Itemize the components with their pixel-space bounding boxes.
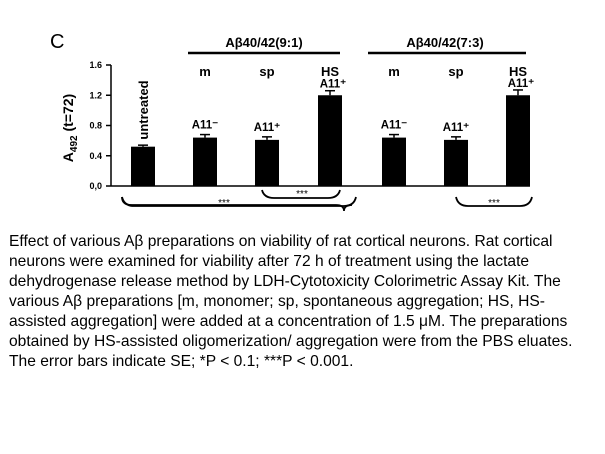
y-tick-label: 0.4 xyxy=(89,150,102,161)
y-tick-label: 0,0 xyxy=(89,181,102,191)
a11-label: A11⁻ xyxy=(380,119,408,132)
category-label: sp xyxy=(259,64,275,79)
y-axis-label-rest: (t=72) xyxy=(60,93,76,136)
y-tick-label: 1.2 xyxy=(89,90,102,101)
y-ticks xyxy=(89,60,111,191)
bracket-long xyxy=(122,197,352,211)
bar xyxy=(255,140,279,186)
category-label: sp xyxy=(448,64,464,79)
a11-label: A11⁺ xyxy=(319,78,347,91)
bar xyxy=(131,147,155,186)
group-headers xyxy=(188,35,526,53)
panel-label: C xyxy=(50,31,65,53)
category-label: m xyxy=(388,64,400,79)
y-axis-label-main: A xyxy=(60,152,76,163)
untreated-label: untreated xyxy=(136,80,151,140)
group-label-1: Aβ40/42(9:1) xyxy=(225,35,303,50)
significance-brackets xyxy=(122,190,532,211)
bar xyxy=(444,140,468,186)
bars xyxy=(131,90,530,186)
a11-label: A11⁺ xyxy=(507,77,535,90)
bar xyxy=(193,138,217,186)
a11-label: A11⁺ xyxy=(253,121,281,134)
a11-label: A11⁻ xyxy=(191,119,219,132)
significance-label-1: *** xyxy=(218,198,230,209)
a11-label: A11⁺ xyxy=(442,121,470,134)
bar xyxy=(318,95,342,186)
figure-caption: Effect of various Aβ preparations on viability of rat cortical neurons. Rat cortical neurons were examined for viability after 72 h of treatment using the lactate dehydrogenase release method by LDH-Cytotoxicity Colorimetric Assay Kit. The various Aβ preparations [m, monomer; sp, spontaneous aggregation; HS, HS-assisted aggregation] were added at a concentration of 1.5 μM. The preparations obtained by HS-assisted oligomerization/ aggregation were from the PBS eluates. The error bars indicate SE; *P < 0.1; ***P < 0.001. xyxy=(9,233,573,370)
group-label-2: Aβ40/42(7:3) xyxy=(406,35,484,50)
category-label: HS xyxy=(508,64,528,79)
category-label: m xyxy=(199,64,211,79)
bar xyxy=(382,138,406,186)
y-tick-label: 1.6 xyxy=(89,60,102,70)
significance-label-2: *** xyxy=(296,189,308,200)
y-axis-label-sub: 492 xyxy=(69,135,80,153)
category-label: HS xyxy=(320,64,340,79)
significance-label-3: *** xyxy=(488,198,500,209)
bar xyxy=(506,95,530,186)
y-axis-label xyxy=(60,94,80,162)
y-tick-label: 0.8 xyxy=(89,120,102,131)
